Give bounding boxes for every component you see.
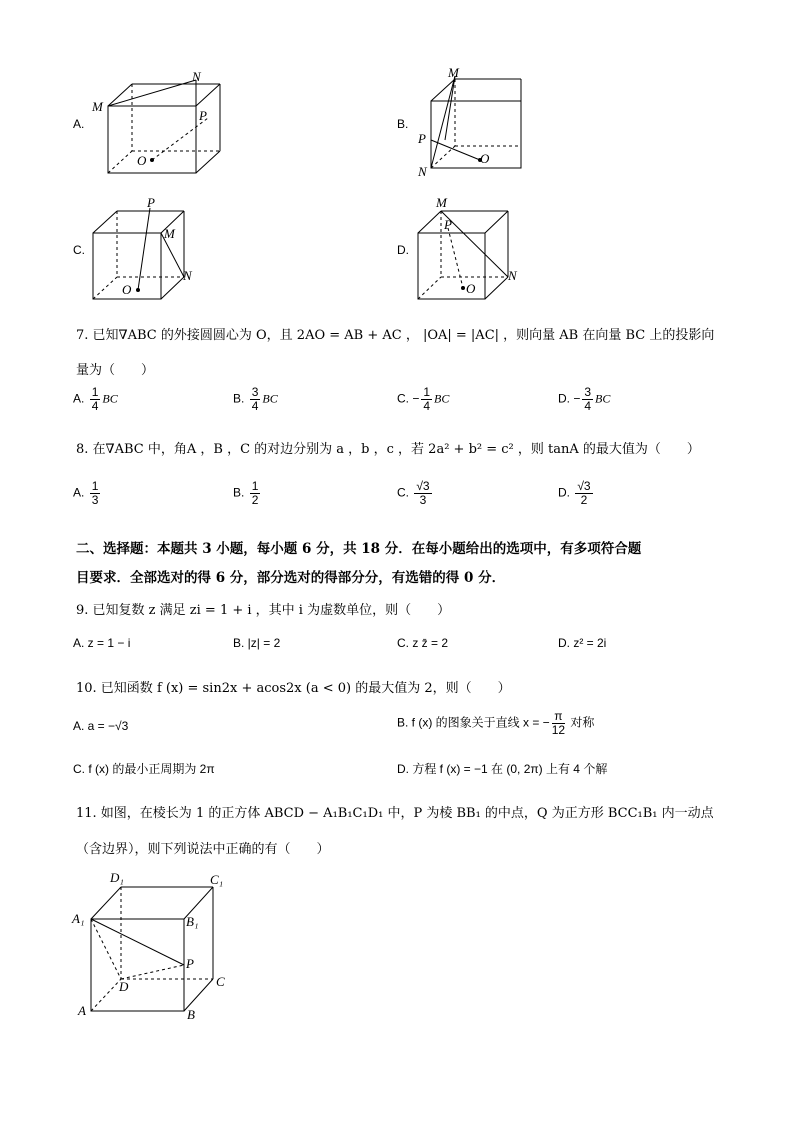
label-p: P [444,217,452,232]
option-d-label[interactable]: D. [397,243,409,257]
question-9-stem: 9. 已知复数 z 满足 zi = 1 + i ，其中 i 为虚数单位，则（ ） [76,603,451,618]
fraction: $\frac{1}{3}$ [91,479,99,507]
section-heading: 二、选择题：本题共 3 小题，每小题 6 分，共 18 分．在每小题给出的选项中，有多项符合题 [76,541,642,557]
label-o: O [480,151,490,166]
vector-bc: BC [595,391,611,406]
label-p: P [147,195,155,210]
label-m: M [92,99,103,114]
q9-option-b[interactable]: B. |z| = 2 [233,636,281,650]
label-m: M [164,226,175,241]
option-text: B. f (x) 的图象关于直线 x = − [397,715,550,730]
label-n: N [192,69,201,84]
option-label: D. [558,391,570,406]
label-o: O [466,281,476,296]
option-label: D. [558,485,570,500]
label-m: M [448,65,459,80]
fraction: $\frac{1}{4}$ [423,385,431,413]
q10-option-d[interactable]: D. 方程 f (x) = −1 在 (0, 2π) 上有 4 个解 [397,762,608,776]
label-o: O [137,153,147,168]
option-c-label[interactable]: C. [73,243,85,257]
question-11-stem-cont: （含边界），则下列说法中正确的有（ ） [76,842,330,857]
section-heading-cont: 目要求．全部选对的得 6 分，部分选对的得部分分，有选错的得 0 分． [76,570,506,586]
option-label: A. [73,485,85,500]
option-b-label[interactable]: B. [397,117,409,131]
q9-option-a[interactable]: A. z = 1 − i [73,636,131,650]
label-p: P [418,131,426,146]
label-a1: A₁ [72,911,85,926]
label-n: N [418,164,427,179]
label-c: C [216,974,225,989]
label-o: O [122,282,132,297]
question-10-stem: 10. 已知函数 f (x) = sin2x + acos2x (a < 0) 的最大值为 2，则（ ） [76,681,511,696]
option-text-end: 对称 [567,715,595,730]
question-8-stem: 8. 在∇ABC 中，角A ，B ，C 的对边分别为 a ，b ，c ，若 2a² + b² = c² ，则 tanA 的最大值为（ ） [76,442,700,457]
fraction: $\frac{√3}{2}$ [577,479,591,507]
vector-bc: BC [434,391,450,406]
fraction: $\frac{1}{4}$ [91,385,99,413]
question-7-stem-cont: 量为（ ） [76,363,155,378]
label-n: N [183,268,192,283]
option-label: C. [397,391,409,406]
fraction: $\frac{3}{4}$ [584,385,592,413]
label-p: P [199,108,207,123]
minus-sign: − [573,391,581,406]
fraction: $\frac{√3}{3}$ [416,479,430,507]
option-a-label[interactable]: A. [73,117,85,131]
option-label: A. [73,391,85,406]
option-label: C. [397,485,409,500]
question-7-stem: 7. 已知∇ABC 的外接圆圆心为 O，且 2AO = AB + AC ， |OA| = |AC| ，则向量 AB 在向量 BC 上的投影向 [76,328,715,343]
option-label: B. [233,391,245,406]
vector-bc: BC [102,391,118,406]
q10-option-c[interactable]: C. f (x) 的最小正周期为 2π [73,762,215,776]
label-m: M [436,195,447,210]
option-label: B. [233,485,245,500]
vector-bc: BC [262,391,278,406]
label-b: B [187,1007,195,1022]
q9-option-d[interactable]: D. z² = 2i [558,636,607,650]
fraction: $\frac{1}{2}$ [251,479,259,507]
label-n: N [508,268,517,283]
fraction: $\frac{3}{4}$ [251,385,259,413]
label-d1: D₁ [110,870,124,885]
label-c1: C₁ [210,872,224,887]
label-p: P [186,956,194,971]
q9-option-c[interactable]: C. z z̄ = 2 [397,636,449,650]
label-b1: B₁ [186,914,199,929]
minus-sign: − [412,391,420,406]
fraction: $\frac{\pi}{12}$ [551,709,566,737]
label-a: A [78,1003,86,1018]
q10-option-a[interactable]: A. a = −√3 [73,719,129,733]
question-11-stem: 11. 如图，在棱长为 1 的正方体 ABCD − A₁B₁C₁D₁ 中，P 为棱 BB₁ 的中点，Q 为正方形 BCC₁B₁ 内一动点 [76,806,714,821]
label-d: D [119,979,129,994]
